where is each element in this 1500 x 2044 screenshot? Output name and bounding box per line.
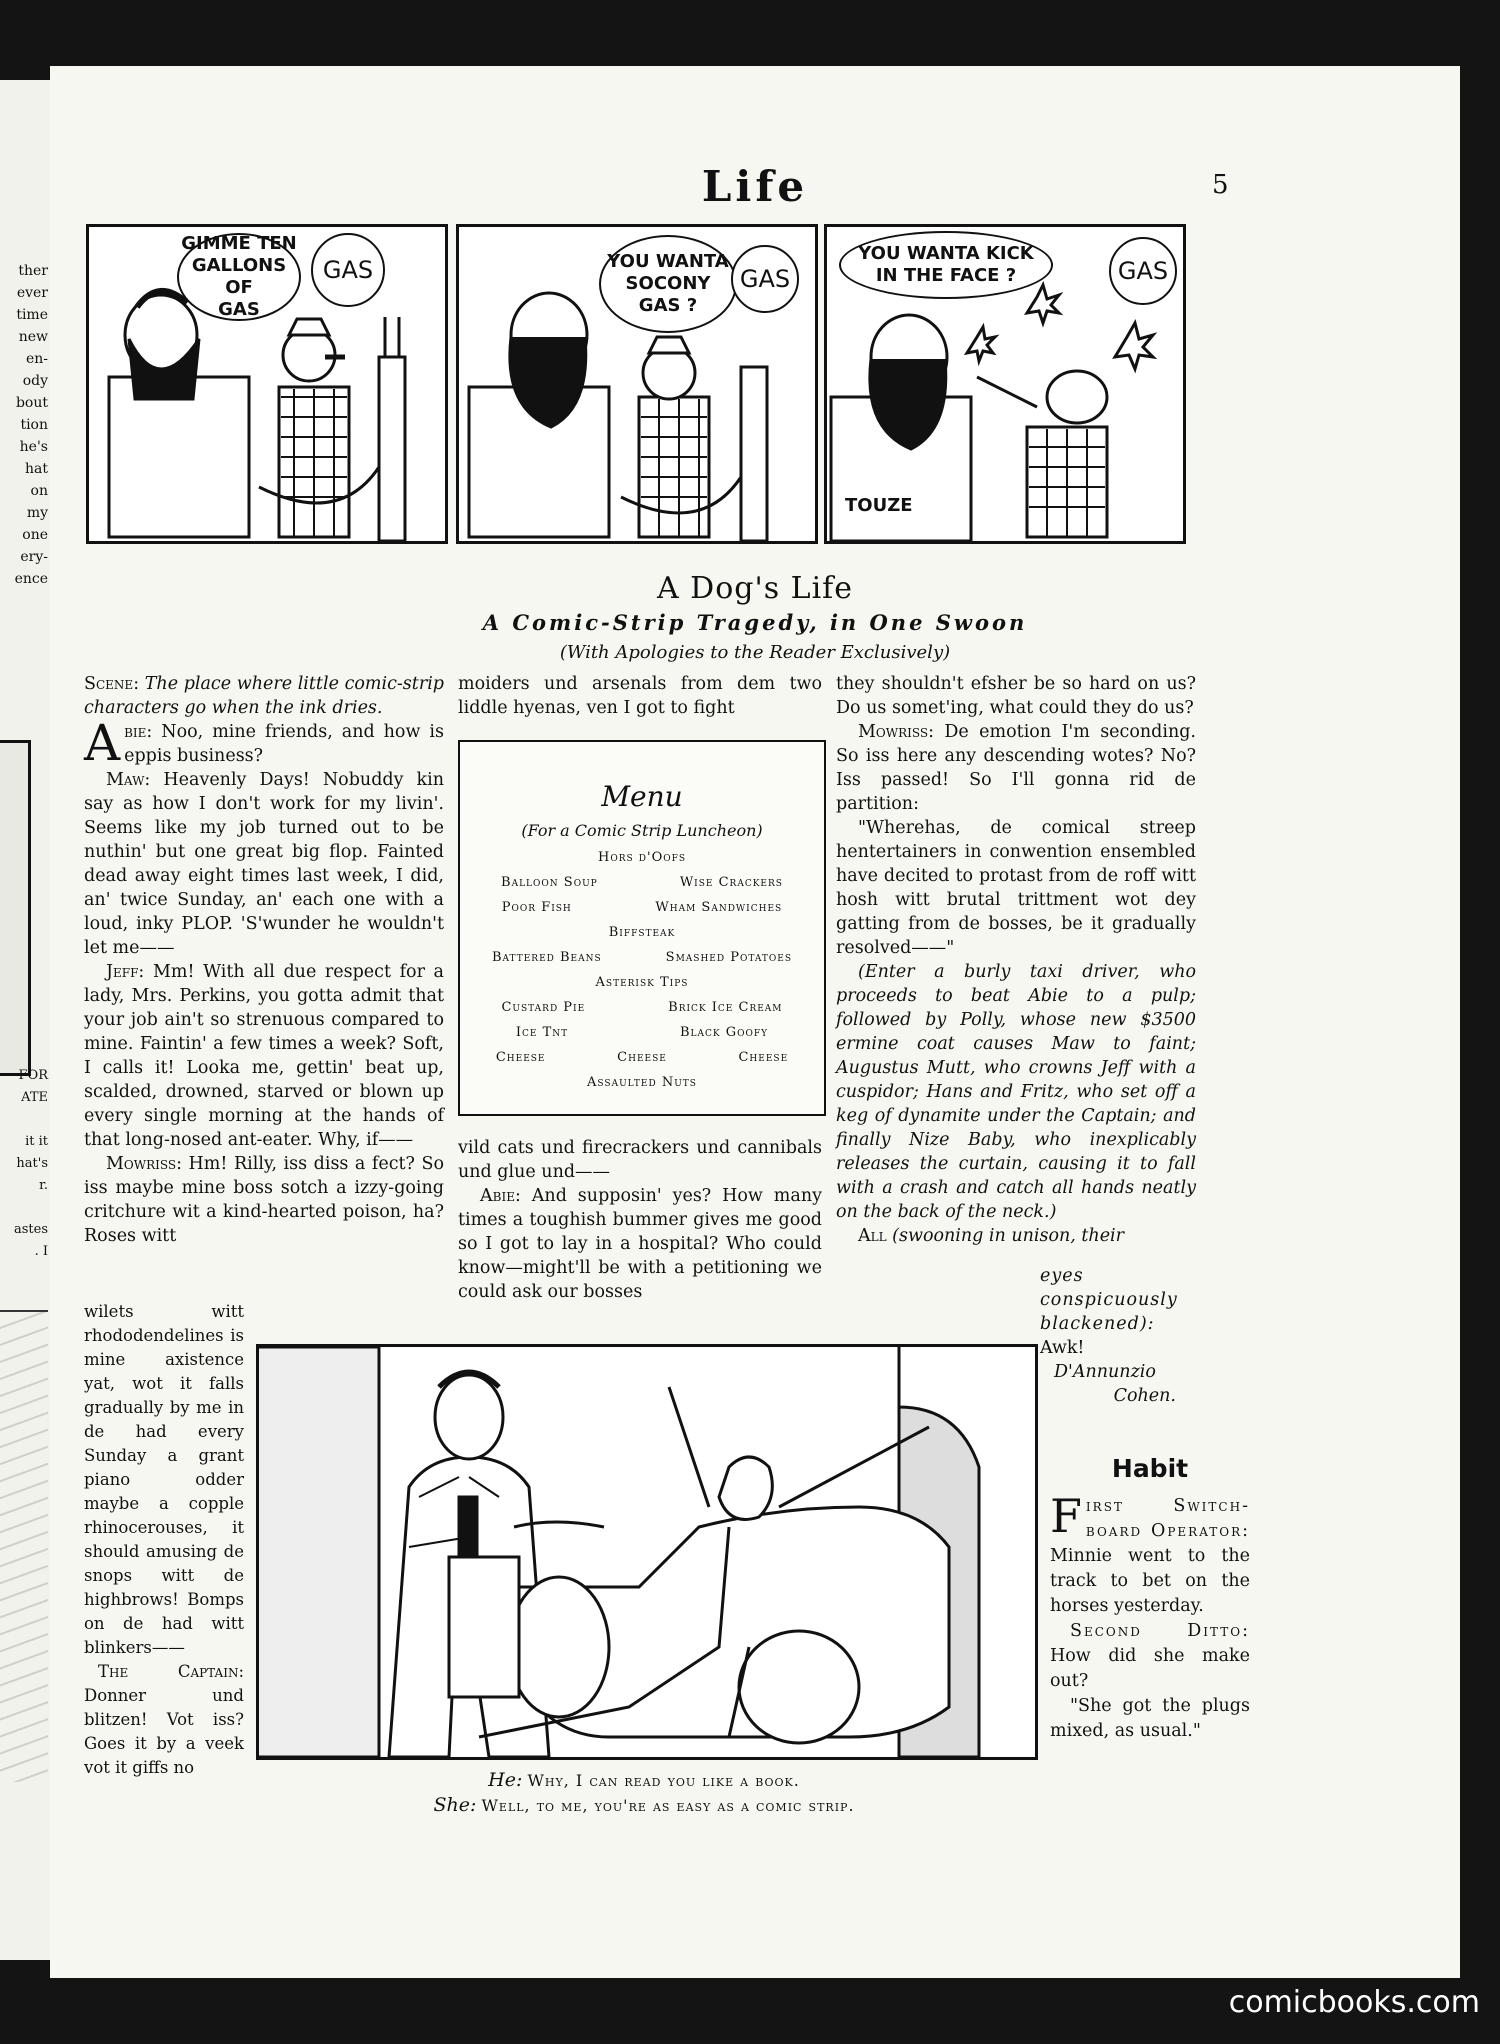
habit-first-text: Minnie went to the track to bet on the horses yesterday. [1050, 1546, 1250, 1616]
menu-row [460, 975, 824, 990]
drop-cap: A [84, 714, 121, 772]
menu-row [460, 925, 824, 940]
comic-panel-1 [86, 224, 448, 544]
mowriss-label: Mowriss: [106, 1154, 182, 1174]
menu-item: Biffsteak [608, 925, 676, 940]
left-page-picture-frame [0, 740, 31, 1076]
menu-item: Wise Crackers [679, 875, 783, 890]
article-subtitle: A Comic-Strip Tragedy, in One Swoon [482, 610, 1028, 635]
scene-paragraph [84, 672, 444, 720]
menu-item: Ice Tnt [515, 1025, 569, 1040]
habit-second-paragraph [1050, 1619, 1250, 1694]
jeff-paragraph [84, 960, 444, 1152]
mowriss-speech: Hm! Rilly, iss diss a fect? So iss maybe mine boss sotch a izzy-going critchure wit a kind-hearted poison, ha? Roses witt [84, 1154, 444, 1246]
abie-speech: Noo, mine friends, and how is eppis business? [124, 722, 444, 766]
abie-speech: And supposin' yes? How many times a toughish bummer gives me good so I got to lay in a hospital? Who could know—might'll be with a petitioning we could ask our bosses [458, 1186, 822, 1302]
habit-drop-cap: F [1050, 1489, 1082, 1543]
all-direction-cont: eyes conspicuously blackened): [1040, 1266, 1178, 1334]
col3-top-text: they shouldn't efsher be so hard on us? Do us somet'ing, what could they do us? [836, 674, 1196, 718]
article-column-3-narrow [1040, 1264, 1196, 1408]
caption-line-he [256, 1768, 1032, 1793]
menu-item: Cheese [495, 1050, 546, 1065]
all-direction: (swooning in unison, their [892, 1226, 1125, 1246]
gas-pump-sign: GAS [731, 245, 799, 313]
menu-item: Smashed Potatoes [665, 950, 792, 965]
menu-item: Cheese [617, 1050, 667, 1065]
maw-label: Maw: [106, 770, 151, 790]
all-paragraph [836, 1224, 1196, 1248]
caption-he-text: Why, I can read you like a book. [527, 1771, 800, 1790]
menu-box [458, 740, 826, 1116]
maw-paragraph [84, 768, 444, 960]
article-column-1 [84, 672, 444, 1248]
article-column-1-narrow [84, 1300, 244, 1780]
maw-speech: Heavenly Days! Nobuddy kin say as how I don't work for my livin'. Seems like my job turned out to be nuthin' but one great big flop. Fainted dead away eight times last week, I did, an' twice Sunday, an' each one with a loud, inky PLOP. 'S'wunder he wouldn't let me—— [84, 770, 444, 958]
author-surname: Cohen. [1113, 1386, 1176, 1406]
author-name: D'Annunzio [1054, 1362, 1156, 1382]
menu-item: Asterisk Tips [595, 975, 689, 990]
mowriss-label: Mowriss: [858, 722, 934, 742]
scene-label: Scene: [84, 674, 140, 694]
mowriss-paragraph [84, 1152, 444, 1248]
menu-heading: Menu [601, 780, 683, 813]
masthead: Life [701, 162, 809, 211]
abie-label: bie: [124, 722, 153, 742]
habit-second-label: Second Ditto: [1070, 1621, 1250, 1641]
col2-top-text: moiders und arsenals from dem two liddle hyenas, ven I got to fight [458, 674, 822, 718]
speech-balloon: GIMME TEN GALLONS OF GAS [177, 233, 301, 321]
habit-title: Habit [1111, 1454, 1189, 1483]
stage-direction: (Enter a burly taxi driver, who proceeds to beat Abie to a pulp; followed by Polly, whose new $3500 ermine coat causes Maw to faint; Augustus Mutt, who crowns Jeff with a cuspidor; Hans and Fritz, who set off a keg of dynamite under the Captain; and finally Nize Baby, who inexplicably releases the curtain, causing it to fall with a crash and catch all hands neatly on the back of the neck.) [836, 962, 1196, 1222]
menu-subheading: (For a Comic Strip Luncheon) [521, 821, 763, 840]
left-page-fragments: FOR ATE it it hat's r. astes . I [13, 1068, 48, 1259]
menu-row [460, 950, 824, 965]
speech-balloon: YOU WANTA SOCONY GAS ? [599, 235, 737, 333]
habit-second-text: How did she make out? [1050, 1646, 1250, 1691]
cartoon-illustration [256, 1344, 1038, 1760]
narrow-text: wilets witt rhododendelines is mine axistence yat, wot it falls gradually by me in de had every Sunday a grant piano odder maybe a copple rhinocerouses, it should amusing de snops witt de highbrows! Bomps on de had witt blinkers—— [84, 1302, 244, 1657]
cartoon-drawing [259, 1347, 1035, 1757]
caption-line-she [256, 1793, 1032, 1818]
awk-line: Awk! [1040, 1338, 1085, 1358]
jeff-label: Jeff: [106, 962, 145, 982]
artist-signature: TOUZE [845, 495, 913, 516]
caption-she-label: She: [433, 1794, 477, 1816]
gas-pump-sign: GAS [311, 233, 385, 307]
scene-text: The place where little comic-strip characters go when the ink dries. [84, 674, 444, 718]
menu-item: Battered Beans [492, 950, 602, 965]
caption-she-text: Well, to me, you're as easy as a comic strip. [481, 1796, 855, 1815]
habit-first-label: irst Switch-board Operator: [1085, 1496, 1250, 1541]
menu-item: Custard Pie [501, 1000, 586, 1015]
menu-item: Black Goofy [679, 1025, 769, 1040]
habit-first-paragraph [1050, 1489, 1250, 1619]
abie-paragraph-2 [458, 1184, 822, 1304]
article-apology: (With Apologies to the Reader Exclusively) [559, 642, 951, 663]
article-column-2-lower [458, 1136, 822, 1304]
menu-row [460, 1000, 824, 1015]
article-column-2 [458, 672, 822, 720]
menu-row [460, 875, 824, 890]
captain-speech: Donner und blitzen! Vot iss? Goes it by a veek vot it giffs no [84, 1686, 244, 1777]
captain-label: The Captain: [98, 1662, 244, 1681]
captain-paragraph [84, 1660, 244, 1780]
abie-label: Abie: [480, 1186, 521, 1206]
col2-bottom-text: vild cats und firecrackers und cannibals und glue und—— [458, 1138, 822, 1182]
menu-item: Poor Fish [501, 900, 572, 915]
page-number: 5 [1212, 170, 1229, 200]
menu-row [460, 1075, 824, 1090]
speech-balloon: YOU WANTA KICK IN THE FACE ? [839, 231, 1053, 299]
menu-item: Wham Sandwiches [655, 900, 783, 915]
whereas-paragraph: "Wherehas, de comical streep hentertainers in conwention ensembled have decited to protast from de roff witt hosh witt brutal trittment wot dey gatting from de bosses, be it gradually resolved——" [836, 818, 1196, 958]
menu-item: Balloon Soup [501, 875, 598, 890]
habit-text [1050, 1489, 1250, 1744]
mowriss-speech: De emotion I'm seconding. So iss here any descending wotes? No? Iss passed! So I'll gonna rid de partition: [836, 722, 1196, 814]
all-label: All [858, 1226, 887, 1246]
jeff-speech: Mm! With all due respect for a lady, Mrs. Perkins, you gotta admit that your job ain't so strenuous compared to mine. Faintin' a few times a week? Soft, I calls it! Looka me, gettin' beat up, scalded, drowned, starved or blown up every single morning at the hands of that long-nosed ant-eater. Why, if—— [84, 962, 444, 1150]
comic-panel-2 [456, 224, 818, 544]
gas-pump-sign: GAS [1109, 237, 1177, 305]
comic-panel-3 [824, 224, 1186, 544]
menu-items [460, 850, 824, 1090]
article-column-3 [836, 672, 1196, 1248]
left-page-edge [0, 80, 55, 1960]
menu-row [460, 1050, 824, 1065]
menu-row [460, 850, 824, 865]
menu-item: Hors d'Oofs [597, 850, 687, 865]
left-page-drawing [0, 1310, 48, 1782]
abie-paragraph [84, 714, 444, 772]
magazine-page [50, 66, 1460, 1978]
menu-row [460, 1025, 824, 1040]
menu-item: Cheese [738, 1050, 789, 1065]
caption-he-label: He: [488, 1769, 523, 1791]
left-page-text: ther ever time new en- ody bout tion he's hat on my one ery- ence [14, 263, 48, 587]
menu-item: Assaulted Nuts [587, 1075, 697, 1090]
illustration-caption [256, 1768, 1032, 1818]
menu-item: Brick Ice Cream [668, 1000, 783, 1015]
habit-reply: "She got the plugs mixed, as usual." [1050, 1696, 1250, 1741]
menu-row [460, 900, 824, 915]
mowriss-paragraph-2 [836, 720, 1196, 816]
watermark: comicbooks.com [1228, 1985, 1480, 2020]
article-title: A Dog's Life [656, 571, 854, 606]
